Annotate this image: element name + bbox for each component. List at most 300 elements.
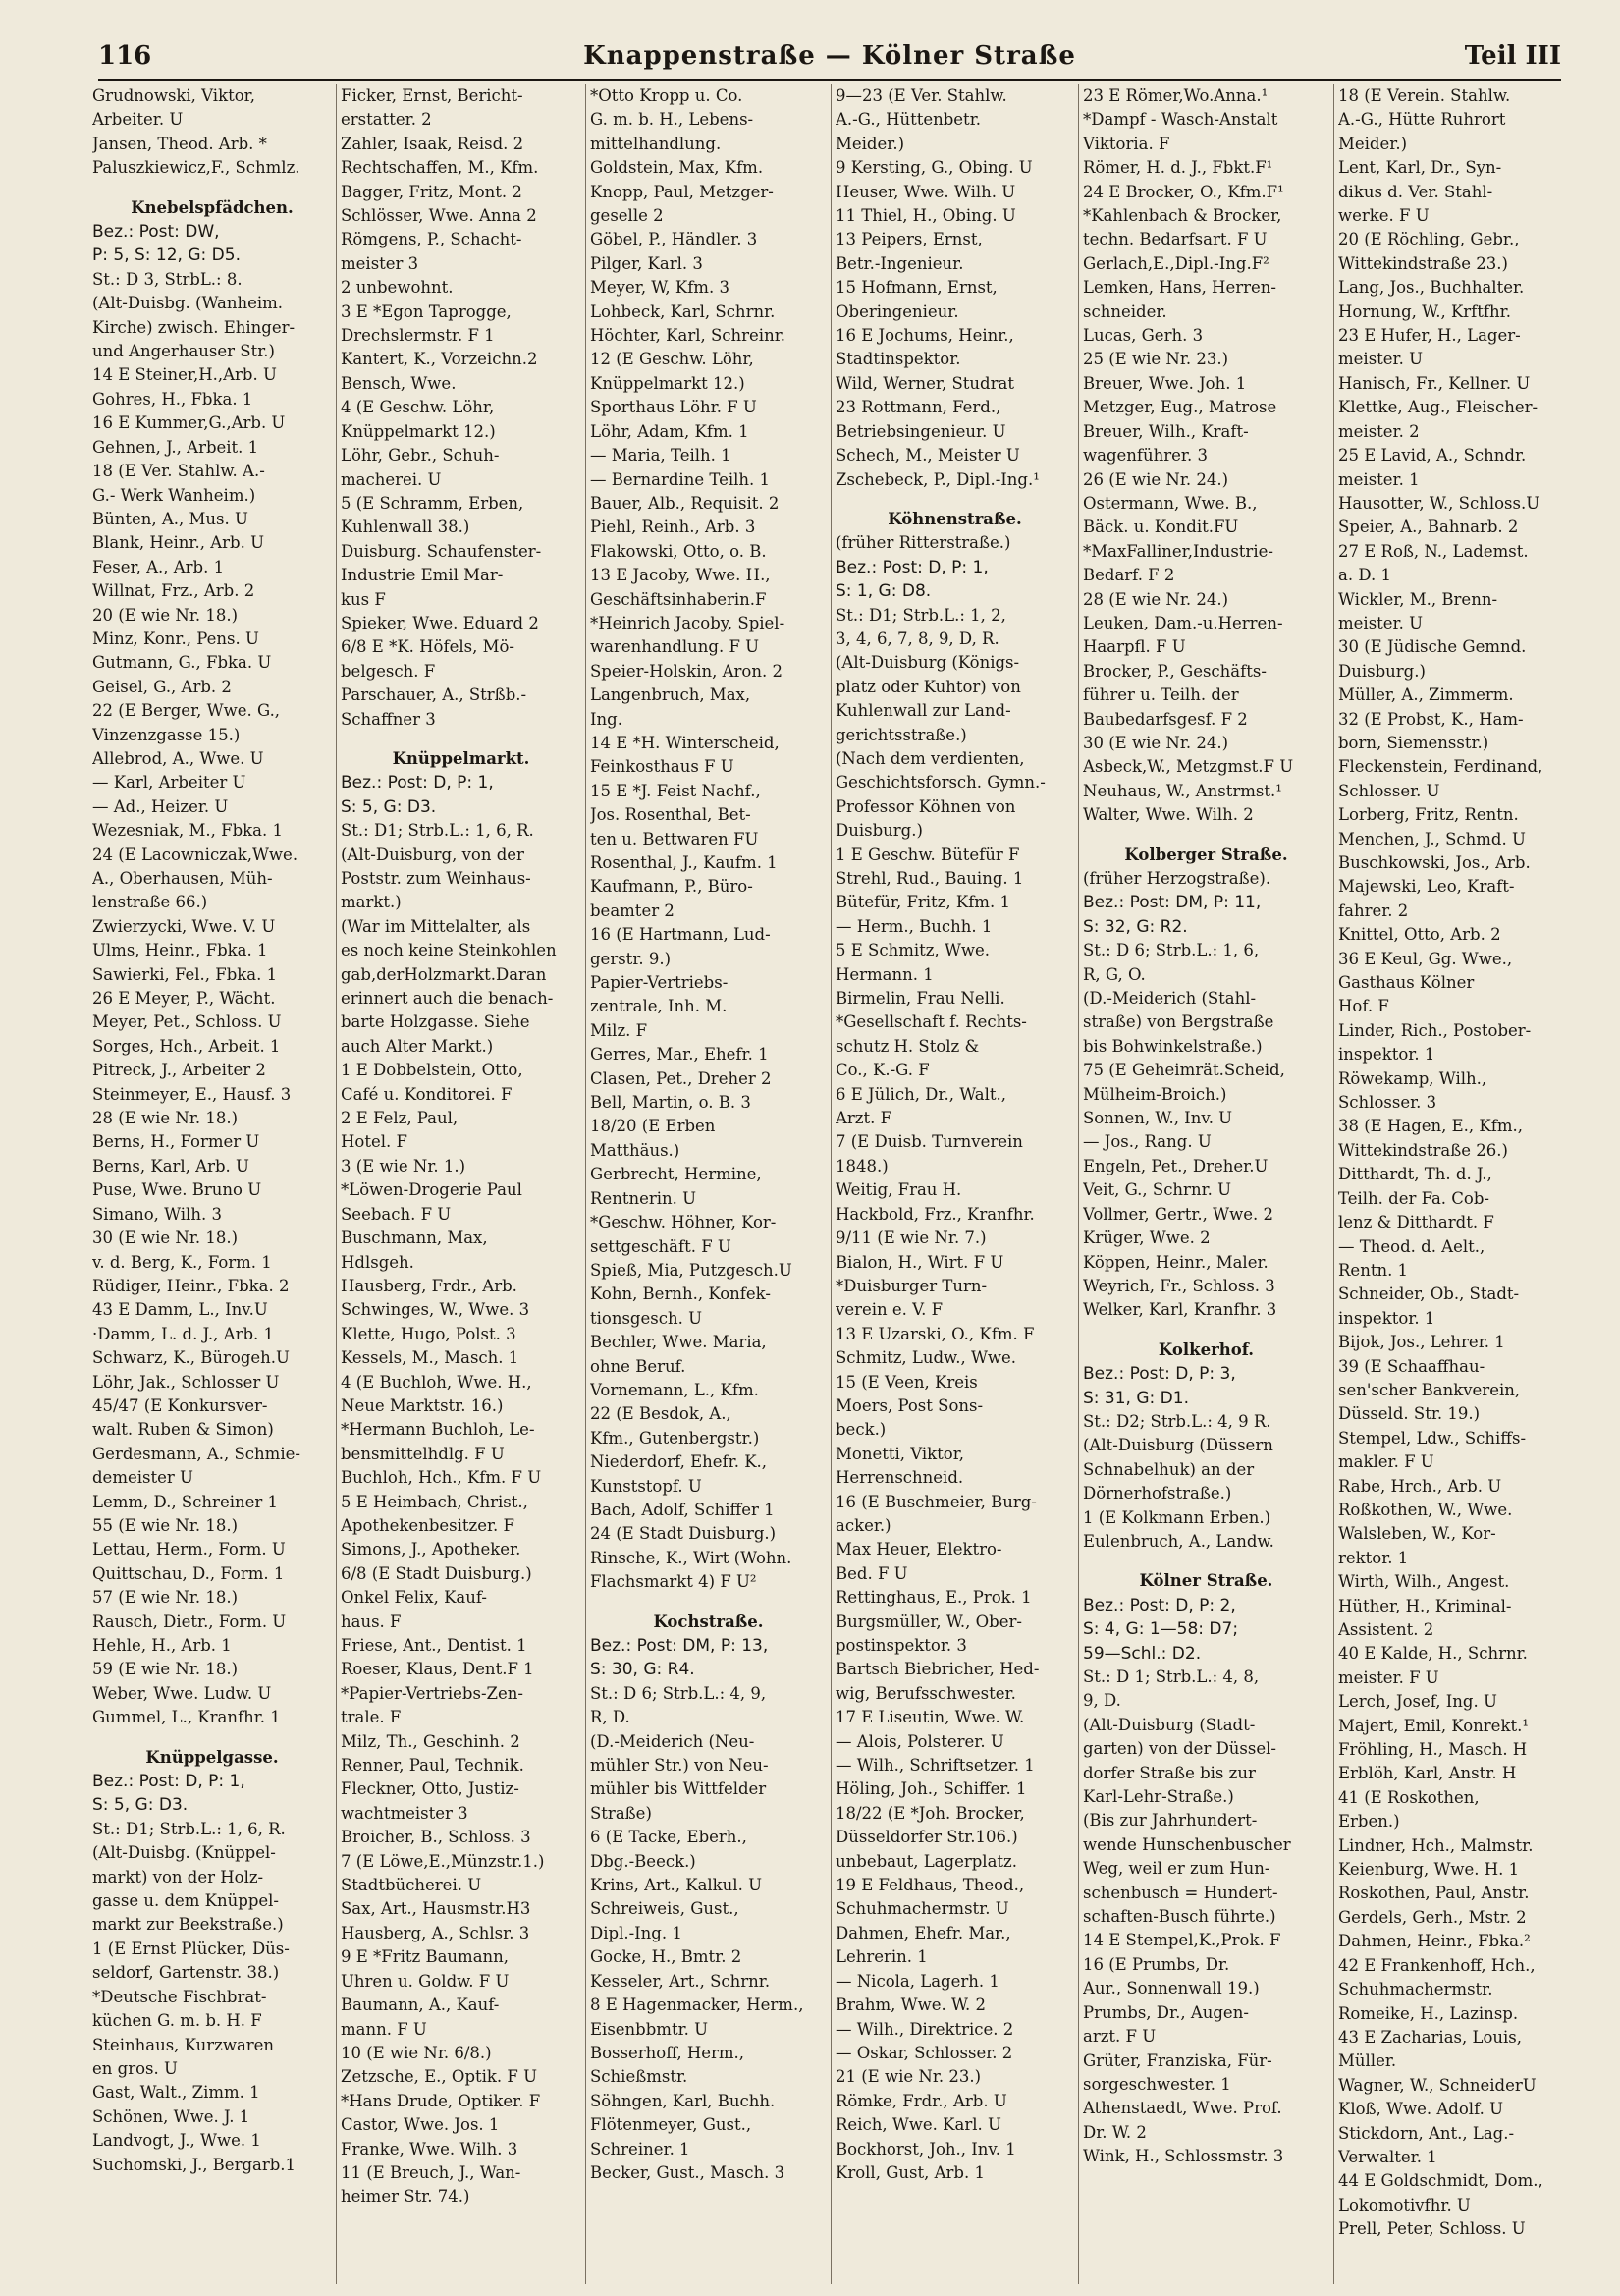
directory-entry: Zetzsche, E., Optik. F U — [341, 2067, 538, 2087]
column-6 — [1333, 84, 1581, 2284]
directory-entry: Café u. Konditorei. F — [341, 1084, 513, 1104]
district-info: Bez.: Post: DW, — [92, 222, 220, 243]
directory-entry: Lemm, D., Schreiner 1 — [92, 1492, 279, 1511]
directory-entry: 8 E Hagenmacker, Herm., — [590, 1995, 804, 2015]
directory-entry: Ostermann, Wwe. B., — [1083, 493, 1258, 513]
directory-entry: Linder, Rich., Postober- — [1338, 1020, 1532, 1040]
column-4 — [831, 84, 1078, 2284]
directory-entry: Gasthaus Kölner — [1338, 973, 1475, 993]
directory-entry: 59 (E wie Nr. 18.) — [92, 1660, 239, 1679]
directory-entry: Löhr, Adam, Kfm. 1 — [590, 421, 749, 441]
directory-entry: Leuken, Dam.-u.Herren- — [1083, 613, 1283, 632]
directory-entry: Goldstein, Max, Kfm. — [590, 158, 764, 178]
directory-entry: Schreiner. 1 — [590, 2139, 690, 2159]
directory-entry: Hausberg, A., Schlsr. 3 — [341, 1923, 530, 1942]
directory-entry: dikus d. Ver. Stahl- — [1338, 182, 1493, 201]
directory-entry: 9—23 (E Ver. Stahlw. — [836, 86, 1007, 105]
directory-entry: Vollmer, Gertr., Wwe. 2 — [1083, 1204, 1273, 1224]
directory-entry: Hdlsgeh. — [341, 1252, 414, 1272]
directory-entry: R, D. — [590, 1708, 630, 1727]
directory-entry: en gros. U — [92, 2058, 178, 2078]
directory-entry: Paluszkiewicz,F., Schmlz. — [92, 158, 300, 178]
directory-entry: 28 (E wie Nr. 24.) — [1083, 589, 1229, 609]
directory-entry: Duisburg.) — [1338, 661, 1426, 681]
directory-entry: ·Damm, L. d. J., Arb. 1 — [92, 1324, 275, 1343]
directory-entry: bis Bohwinkelstraße.) — [1083, 1036, 1263, 1056]
directory-entry: Kuhlenwall zur Land- — [836, 701, 1011, 721]
district-info: S: 30, G: R4. — [590, 1660, 695, 1680]
directory-entry: Gerdels, Gerh., Mstr. 2 — [1338, 1907, 1527, 1927]
directory-entry: Straße) — [590, 1803, 652, 1823]
directory-entry: 18/22 (E *Joh. Brocker, — [836, 1803, 1025, 1823]
directory-entry: Monetti, Viktor, — [836, 1444, 965, 1463]
directory-entry: Lokomotivfhr. U — [1338, 2195, 1471, 2214]
directory-entry: Franke, Wwe. Wilh. 3 — [341, 2139, 518, 2159]
directory-entry: schenbusch = Hundert- — [1083, 1883, 1278, 1902]
directory-entry: Prell, Peter, Schloss. U — [1338, 2219, 1526, 2239]
directory-entry: (Alt-Duisburg (Düssern — [1083, 1436, 1273, 1455]
directory-entry: Dbg.-Beeck.) — [590, 1851, 696, 1871]
directory-entry: Wild, Werner, Studrat — [836, 373, 1014, 393]
directory-entry: Römgens, P., Schacht- — [341, 230, 522, 249]
directory-entry: markt zur Beekstraße.) — [92, 1915, 284, 1935]
directory-entry: Hotel. F — [341, 1132, 407, 1152]
street-heading: Knüppelmarkt. — [392, 748, 530, 768]
directory-entry: Jansen, Theod. Arb. * — [92, 134, 267, 153]
directory-entry: Bialon, H., Wirt. F U — [836, 1252, 1004, 1272]
directory-entry: Schneider, Ob., Stadt- — [1338, 1285, 1520, 1304]
directory-entry: Söhngen, Karl, Buchh. — [590, 2091, 776, 2110]
directory-entry: Pilger, Karl. 3 — [590, 253, 703, 273]
directory-entry: 14 E Stempel,K.,Prok. F — [1083, 1931, 1281, 1950]
directory-entry: Romeike, H., Lazinsp. — [1338, 2003, 1519, 2023]
directory-entry: Fleckenstein, Ferdinand, — [1338, 757, 1543, 777]
directory-entry: Duisburg. Schaufenster- — [341, 541, 542, 561]
directory-entry: Rabe, Hrch., Arb. U — [1338, 1476, 1502, 1496]
directory-entry: 30 (E wie Nr. 24.) — [1083, 733, 1229, 752]
directory-entry — [92, 181, 332, 191]
directory-entry: Wittekindstraße 23.) — [1338, 253, 1508, 273]
directory-entry: Stempel, Ldw., Schiffs- — [1338, 1428, 1527, 1448]
directory-entry: Hausotter, W., Schloss.U — [1338, 493, 1540, 513]
directory-entry: sorgeschwester. 1 — [1083, 2074, 1231, 2094]
directory-entry: Bartsch Biebricher, Hed- — [836, 1660, 1040, 1679]
directory-entry: 6 E Jülich, Dr., Walt., — [836, 1084, 1006, 1104]
directory-entry: heimer Str. 74.) — [341, 2187, 470, 2207]
directory-entry: Dahmen, Ehefr. Mar., — [836, 1923, 1011, 1942]
directory-entry: 28 (E wie Nr. 18.) — [92, 1109, 239, 1128]
directory-entry: 3 (E wie Nr. 1.) — [341, 1156, 466, 1175]
directory-entry: *Löwen-Drogerie Paul — [341, 1180, 522, 1200]
directory-entry: Sawierki, Fel., Fbka. 1 — [92, 964, 278, 984]
directory-entry: Düsseld. Str. 19.) — [1338, 1404, 1481, 1424]
directory-entry: 11 Thiel, H., Obing. U — [836, 206, 1016, 226]
directory-entry: Erben.) — [1338, 1812, 1400, 1831]
directory-entry: St.: D 1; Strb.L.: 4, 8, — [1083, 1667, 1260, 1686]
directory-entry: 19 E Feldhaus, Theod., — [836, 1876, 1025, 1895]
directory-entry: Bockhorst, Joh., Inv. 1 — [836, 2139, 1016, 2159]
directory-entry: Oberingenieur. — [836, 301, 959, 321]
directory-entry: Renner, Paul, Technik. — [341, 1756, 524, 1776]
directory-entry: Lemken, Hans, Herren- — [1083, 278, 1276, 298]
directory-entry: (War im Mittelalter, als — [341, 916, 531, 936]
directory-entry: platz oder Kuhtor) von — [836, 677, 1021, 696]
directory-entry: 13 E Uzarski, O., Kfm. F — [836, 1324, 1035, 1343]
directory-entry: macherei. U — [341, 469, 442, 489]
directory-entry: Milz, Th., Geschinh. 2 — [341, 1731, 520, 1751]
directory-entry: Keienburg, Wwe. H. 1 — [1338, 1860, 1520, 1880]
directory-entry: Gast, Walt., Zimm. 1 — [92, 2083, 260, 2103]
directory-entry: barte Holzgasse. Siehe — [341, 1012, 530, 1032]
directory-entry: Geisel, G., Arb. 2 — [92, 677, 232, 696]
directory-entry: Engeln, Pet., Dreher.U — [1083, 1156, 1269, 1175]
district-info: S: 4, G: 1—58: D7; — [1083, 1619, 1239, 1640]
directory-entry: 55 (E wie Nr. 18.) — [92, 1515, 239, 1535]
directory-entry: Karl-Lehr-Straße.) — [1083, 1787, 1234, 1807]
directory-entry — [1083, 828, 1329, 838]
directory-entry: Wirth, Wilh., Angest. — [1338, 1572, 1510, 1592]
directory-entry: Walter, Wwe. Wilh. 2 — [1083, 805, 1254, 825]
directory-entry: wig, Berufsschwester. — [836, 1683, 1016, 1703]
directory-entry: 10 (E wie Nr. 6/8.) — [341, 2043, 492, 2062]
directory-entry: walt. Ruben & Simon) — [92, 1420, 274, 1440]
directory-entry: 16 (E Hartmann, Lud- — [590, 925, 771, 945]
directory-entry — [1083, 1554, 1329, 1563]
directory-entry: Eisenbbmtr. U — [590, 2019, 709, 2039]
directory-entry — [1083, 1323, 1329, 1333]
directory-entry: Blank, Heinr., Arb. U — [92, 533, 264, 553]
directory-entry: Milz. F — [590, 1020, 648, 1040]
directory-entry: 22 (E Berger, Wwe. G., — [92, 701, 281, 721]
directory-entry: 21 (E wie Nr. 23.) — [836, 2067, 982, 2087]
directory-entry: Meyer, W, Kfm. 3 — [590, 278, 729, 298]
directory-entry: Wagner, W., SchneiderU — [1338, 2075, 1537, 2095]
directory-entry: Simons, J., Apotheker. — [341, 1540, 521, 1559]
directory-entry: Betriebsingenieur. U — [836, 421, 1006, 441]
directory-entry: Roßkothen, W., Wwe. — [1338, 1500, 1513, 1519]
directory-entry: Prumbs, Dr., Augen- — [1083, 2002, 1249, 2022]
directory-entry: 4 (E Geschw. Löhr, — [341, 398, 495, 417]
directory-entry: *Otto Kropp u. Co. — [590, 86, 743, 105]
directory-entry: 1 E Geschw. Bütefür F — [836, 845, 1020, 864]
directory-entry: schneider. — [1083, 301, 1167, 321]
directory-entry: Steinmeyer, E., Hausf. 3 — [92, 1084, 292, 1104]
directory-entry: beck.) — [836, 1420, 887, 1440]
directory-entry: Hehle, H., Arb. 1 — [92, 1636, 232, 1655]
directory-entry: markt) von der Holz- — [92, 1867, 264, 1886]
directory-entry: St.: D1; Strb.L.: 1, 6, R. — [92, 1819, 286, 1838]
directory-entry: Schönen, Wwe. J. 1 — [92, 2106, 250, 2126]
directory-entry: (Alt-Duisburg (Königs- — [836, 653, 1020, 673]
directory-entry: bensmittelhdlg. F U — [341, 1444, 505, 1463]
directory-entry: schaften-Busch führte.) — [1083, 1907, 1276, 1927]
directory-entry: Hüther, H., Kriminal- — [1338, 1596, 1512, 1615]
directory-entry: gerstr. 9.) — [590, 949, 672, 968]
directory-entry: Gerres, Mar., Ehefr. 1 — [590, 1045, 769, 1065]
directory-entry: Suchomski, J., Bergarb.1 — [92, 2155, 297, 2174]
directory-entry: Schuhmachermstr. U — [836, 1899, 1009, 1919]
directory-entry: Müller. — [1338, 2051, 1397, 2071]
page-number: 116 — [98, 41, 152, 71]
directory-entry: Bäck. u. Kondit.FU — [1083, 518, 1239, 537]
directory-entry: Burgsmüller, W., Ober- — [836, 1612, 1022, 1631]
directory-entry: Kesseler, Art., Schrnr. — [590, 1971, 771, 1991]
directory-entry: Rentnerin. U — [590, 1188, 697, 1208]
directory-entry: Jos. Rosenthal, Bet- — [590, 805, 751, 825]
directory-entry: 4 (E Buchloh, Wwe. H., — [341, 1372, 532, 1392]
directory-entry: — Bernardine Teilh. 1 — [590, 469, 771, 489]
district-info: Bez.: Post: DM, P: 13, — [590, 1636, 769, 1656]
directory-entry: Müller, A., Zimmerm. — [1338, 685, 1514, 705]
directory-entry: Mülheim-Broich.) — [1083, 1084, 1227, 1104]
column-2 — [336, 84, 585, 2284]
directory-entry: Rosenthal, J., Kaufm. 1 — [590, 853, 778, 872]
directory-entry: acker.) — [836, 1515, 891, 1535]
directory-entry: Assistent. 2 — [1338, 1620, 1434, 1639]
directory-entry: Wezesniak, M., Fbka. 1 — [92, 821, 283, 841]
directory-entry: Weber, Wwe. Ludw. U — [92, 1683, 272, 1703]
directory-entry: Hornung, W., Krftfhr. — [1338, 301, 1511, 321]
directory-entry: geselle 2 — [590, 206, 664, 226]
directory-entry: gasse u. dem Knüppel- — [92, 1891, 279, 1911]
directory-entry: 9/11 (E wie Nr. 7.) — [836, 1229, 987, 1248]
directory-entry: 30 (E wie Nr. 18.) — [92, 1229, 239, 1248]
directory-entry: rektor. 1 — [1338, 1548, 1409, 1567]
directory-entry: Bütefür, Fritz, Kfm. 1 — [836, 893, 1010, 912]
directory-entry: 3, 4, 6, 7, 8, 9, D, R. — [836, 629, 999, 648]
directory-entry: 12 (E Geschw. Löhr, — [590, 350, 754, 369]
directory-entry: Neuhaus, W., Anstrmst.¹ — [1083, 781, 1282, 800]
directory-entry: 44 E Goldschmidt, Dom., — [1338, 2171, 1543, 2191]
page-title: Knappenstraße — Kölner Straße — [583, 41, 1076, 71]
directory-entry: a. D. 1 — [1338, 566, 1391, 585]
directory-entry: — Oskar, Schlosser. 2 — [836, 2043, 1013, 2062]
directory-entry: Landvogt, J., Wwe. 1 — [92, 2131, 261, 2151]
directory-entry: 23 E Römer,Wo.Anna.¹ — [1083, 86, 1269, 105]
directory-entry: Gohres, H., Fbka. 1 — [92, 389, 253, 409]
directory-entry: Breuer, Wilh., Kraft- — [1083, 421, 1249, 441]
directory-entry: (D.-Meiderich (Neu- — [590, 1731, 755, 1751]
directory-entry: Gutmann, G., Fbka. U — [92, 653, 272, 673]
directory-entry: Heuser, Wwe. Wilh. U — [836, 182, 1016, 201]
directory-entry: Buschkowski, Jos., Arb. — [1338, 853, 1531, 872]
directory-entry: 13 Peipers, Ernst, — [836, 230, 983, 249]
directory-entry: Weitig, Frau H. — [836, 1180, 962, 1200]
directory-entry: trale. F — [341, 1708, 402, 1727]
directory-entry: Weyrich, Fr., Schloss. 3 — [1083, 1276, 1275, 1295]
directory-entry: Löhr, Jak., Schlosser U — [92, 1372, 280, 1392]
directory-entry: Römke, Frdr., Arb. U — [836, 2091, 1007, 2110]
directory-entry: Schlosser. U — [1338, 781, 1440, 800]
directory-entry: markt.) — [341, 893, 402, 912]
directory-entry: beamter 2 — [590, 901, 675, 920]
directory-entry: 16 E Kummer,G.,Arb. U — [92, 413, 286, 433]
directory-entry: Röwekamp, Wilh., — [1338, 1068, 1487, 1088]
directory-entry: Schießmstr. — [590, 2067, 688, 2087]
directory-entry: Sorges, Hch., Arbeit. 1 — [92, 1036, 281, 1056]
directory-entry: Gehnen, J., Arbeit. 1 — [92, 437, 259, 457]
district-info: Bez.: Post: D, P: 1, — [92, 1772, 245, 1792]
directory-entry: Verwalter. 1 — [1338, 2147, 1437, 2166]
directory-entry: Metzger, Eug., Matrose — [1083, 398, 1277, 417]
directory-entry: Schnabelhuk) an der — [1083, 1459, 1255, 1479]
directory-entry — [341, 732, 581, 741]
directory-entry: 5 E Heimbach, Christ., — [341, 1492, 528, 1511]
column-1 — [88, 84, 336, 2284]
directory-entry: Quittschau, D., Form. 1 — [92, 1563, 285, 1583]
directory-entry: 6 (E Tacke, Eberh., — [590, 1828, 747, 1847]
directory-entry: Bagger, Fritz, Mont. 2 — [341, 182, 522, 201]
directory-entry: Uhren u. Goldw. F U — [341, 1971, 510, 1991]
directory-entry: Poststr. zum Weinhaus- — [341, 869, 531, 888]
directory-entry: Becker, Gust., Masch. 3 — [590, 2162, 785, 2182]
directory-entry: Allebrod, A., Wwe. U — [92, 748, 264, 768]
directory-entry: Meider.) — [1338, 134, 1408, 153]
district-info: Bez.: Post: D, P: 2, — [1083, 1595, 1236, 1615]
directory-entry: Hausberg, Frdr., Arb. — [341, 1276, 517, 1295]
directory-entry: 18 (E Ver. Stahlw. A.- — [92, 462, 265, 481]
directory-entry — [836, 492, 1074, 502]
directory-entry: 16 E Jochums, Heinr., — [836, 326, 1014, 346]
directory-entry: St.: D1; Strb.L.: 1, 2, — [836, 605, 1006, 625]
directory-entry: Kirche) zwisch. Ehinger- — [92, 317, 296, 337]
directory-entry: Berns, Karl, Arb. U — [92, 1156, 249, 1175]
directory-entry: Lettau, Herm., Form. U — [92, 1540, 286, 1559]
directory-entry: Ditthardt, Th. d. J., — [1338, 1165, 1492, 1184]
directory-entry: makler. F U — [1338, 1452, 1434, 1472]
directory-entry: straße) von Bergstraße — [1083, 1012, 1274, 1032]
directory-entry: — Wilh., Schriftsetzer. 1 — [836, 1756, 1035, 1776]
district-info: Bez.: Post: DM, P: 11, — [1083, 893, 1262, 913]
directory-entry: 26 (E wie Nr. 24.) — [1083, 469, 1229, 489]
directory-entry: *Deutsche Fischbrat- — [92, 1987, 267, 2006]
directory-entry: 27 E Roß, N., Lademst. — [1338, 541, 1529, 561]
directory-entry: Schreiweis, Gust., — [590, 1899, 739, 1919]
street-heading: Kölner Straße. — [1139, 1571, 1273, 1591]
directory-entry: 3 E *Egon Taprogge, — [341, 301, 512, 321]
directory-entry: Steinhaus, Kurzwaren — [92, 2035, 275, 2054]
directory-entry: 2 unbewohnt. — [341, 278, 454, 298]
district-info: S: 1, G: D8. — [836, 581, 932, 602]
directory-entry: fahrer. 2 — [1338, 901, 1409, 920]
directory-entry: Schwarz, K., Bürogeh.U — [92, 1348, 290, 1368]
directory-entry: Lindner, Hch., Malmstr. — [1338, 1835, 1534, 1855]
directory-entry: Minz, Konr., Pens. U — [92, 629, 259, 648]
directory-entry: (Alt-Duisbg. (Knüppel- — [92, 1843, 276, 1863]
directory-entry: Brocker, P., Geschäfts- — [1083, 661, 1267, 681]
district-info: Bez.: Post: D, P: 3, — [1083, 1364, 1236, 1385]
directory-entry: v. d. Berg, K., Form. 1 — [92, 1252, 272, 1272]
directory-entry: Dipl.-Ing. 1 — [590, 1923, 682, 1942]
directory-entry: Grüter, Franziska, Für- — [1083, 2050, 1272, 2070]
directory-entry: A., Oberhausen, Müh- — [92, 869, 273, 888]
directory-entry: 5 E Schmitz, Wwe. — [836, 941, 991, 960]
directory-entry: — Theod. d. Aelt., — [1338, 1236, 1485, 1256]
directory-entry: Höchter, Karl, Schreinr. — [590, 326, 786, 346]
directory-entry: erstatter. 2 — [341, 110, 432, 130]
directory-entry: 36 E Keul, Gg. Wwe., — [1338, 949, 1513, 968]
directory-entry: ten u. Bettwaren FU — [590, 829, 759, 848]
directory-entry: Gerlach,E.,Dipl.-Ing.F² — [1083, 253, 1269, 273]
directory-entry: Kantert, K., Vorzeichn.2 — [341, 350, 538, 369]
directory-entry: Eulenbruch, A., Landw. — [1083, 1531, 1274, 1551]
directory-entry: Kuhlenwall 38.) — [341, 518, 470, 537]
directory-entry: Knittel, Otto, Arb. 2 — [1338, 925, 1501, 945]
directory-entry: gab,derHolzmarkt.Daran — [341, 964, 547, 984]
directory-entry: Langenbruch, Max, — [590, 685, 751, 705]
directory-entry: Höling, Joh., Schiffer. 1 — [836, 1779, 1027, 1799]
directory-entry: — Wilh., Direktrice. 2 — [836, 2019, 1014, 2039]
directory-entry: Spieker, Wwe. Eduard 2 — [341, 613, 539, 632]
directory-entry: meister 3 — [341, 253, 419, 273]
directory-entry: (früher Herzogstraße). — [1083, 869, 1271, 888]
directory-entry: Hanisch, Fr., Kellner. U — [1338, 373, 1531, 393]
directory-entry: — Jos., Rang. U — [1083, 1132, 1212, 1152]
district-info: 59—Schl.: D2. — [1083, 1643, 1202, 1664]
directory-entry: Matthäus.) — [590, 1140, 680, 1160]
directory-entry: unbebaut, Lagerplatz. — [836, 1851, 1017, 1871]
directory-entry — [92, 1730, 332, 1740]
directory-entry: Lohbeck, Karl, Schrnr. — [590, 301, 776, 321]
directory-entry: Kaufmann, P., Büro- — [590, 877, 753, 897]
directory-entry: Lorberg, Fritz, Rentn. — [1338, 805, 1519, 825]
directory-entry: mühler bis Wittfelder — [590, 1779, 767, 1799]
directory-entry: demeister U — [92, 1468, 193, 1488]
directory-entry: Baumann, A., Kauf- — [341, 1995, 500, 2015]
directory-entry: 39 (E Schaaffhau- — [1338, 1356, 1485, 1376]
directory-entry: 24 E Brocker, O., Kfm.F¹ — [1083, 182, 1284, 201]
directory-entry: Industrie Emil Mar- — [341, 566, 504, 585]
directory-entry: meister. F U — [1338, 1667, 1439, 1687]
directory-entry: — Alois, Polsterer. U — [836, 1731, 1004, 1751]
directory-entry: Göbel, P., Händler. 3 — [590, 230, 758, 249]
directory-entry: Bensch, Wwe. — [341, 373, 457, 393]
directory-entry: Bauer, Alb., Requisit. 2 — [590, 493, 780, 513]
directory-entry: Sax, Art., Hausmstr.H3 — [341, 1899, 531, 1919]
directory-entry: 45/47 (E Konkursver- — [92, 1395, 268, 1415]
directory-entry: A.-G., Hütte Ruhrort — [1338, 110, 1506, 130]
directory-entry: 17 E Liseutin, Wwe. W. — [836, 1708, 1025, 1727]
district-info: S: 5, G: D3. — [92, 1795, 189, 1816]
directory-entry: Flötenmeyer, Gust., — [590, 2115, 752, 2135]
directory-entry: Hackbold, Frz., Kranfhr. — [836, 1204, 1035, 1224]
directory-entry: Moers, Post Sons- — [836, 1395, 984, 1415]
directory-entry — [590, 1595, 827, 1605]
directory-entry: Rettinghaus, E., Prok. 1 — [836, 1588, 1032, 1608]
directory-entry: meister. 2 — [1338, 421, 1420, 441]
directory-entry: 15 E *J. Feist Nachf., — [590, 781, 761, 800]
directory-entry: Schech, M., Meister U — [836, 446, 1020, 465]
directory-entry: lenstraße 66.) — [92, 893, 208, 912]
directory-entry: 1 (E Ernst Plücker, Düs- — [92, 1939, 290, 1958]
directory-entry: 16 (E Buschmeier, Burg- — [836, 1492, 1037, 1511]
directory-entry: Dörnerhofstraße.) — [1083, 1484, 1232, 1503]
directory-entry: Piehl, Reinh., Arb. 3 — [590, 518, 756, 537]
directory-entry: Meyer, Pet., Schloss. U — [92, 1012, 282, 1032]
directory-entry: Rinsche, K., Wirt (Wohn. — [590, 1548, 792, 1567]
directory-entry: St.: D 6; Strb.L.: 1, 6, — [1083, 941, 1260, 960]
directory-entry: Weg, weil er zum Hun- — [1083, 1859, 1270, 1879]
directory-entry: sen'scher Bankverein, — [1338, 1380, 1521, 1399]
directory-entry: Gerbrecht, Hermine, — [590, 1165, 762, 1184]
directory-entry: *Geschw. Höhner, Kor- — [590, 1213, 777, 1232]
directory-entry: Broicher, B., Schloss. 3 — [341, 1828, 531, 1847]
directory-entry: St.: D1; Strb.L.: 1, 6, R. — [341, 821, 534, 841]
directory-entry: settgeschäft. F U — [590, 1236, 731, 1256]
directory-entry: Arbeiter. U — [92, 110, 184, 130]
directory-entry: Lent, Karl, Dr., Syn- — [1338, 158, 1502, 178]
directory-entry: 57 (E wie Nr. 18.) — [92, 1588, 239, 1608]
